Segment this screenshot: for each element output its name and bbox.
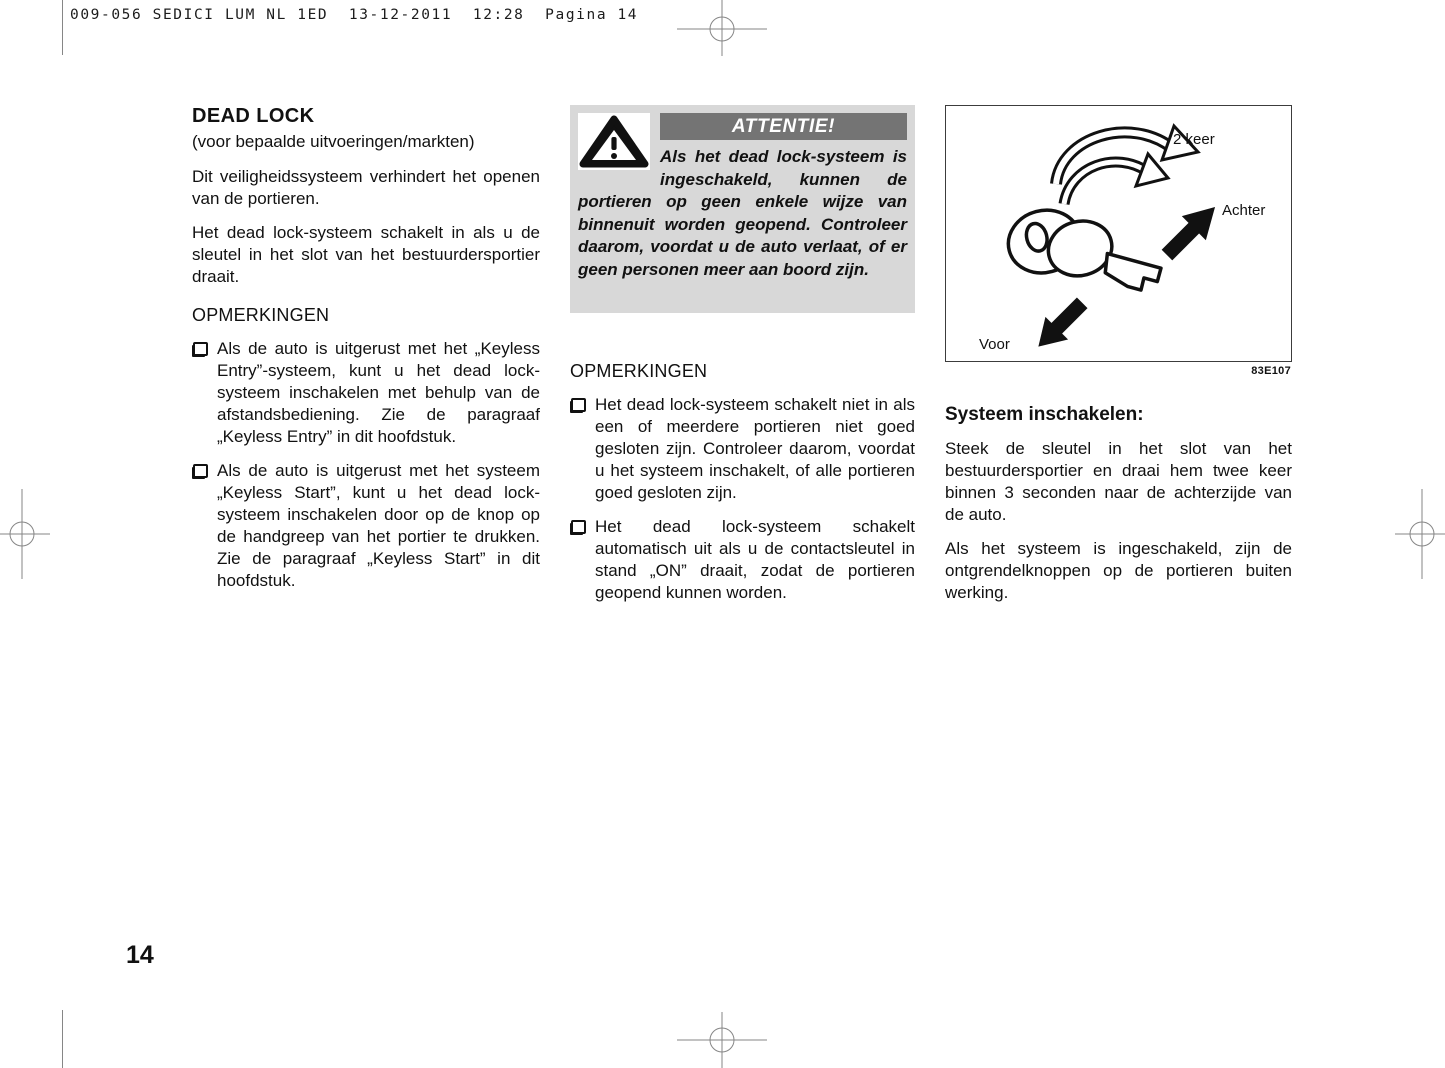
- list-item-text: Als de auto is uitgerust met het „Keyless Entry”-systeem, kunt u het dead lock-systeem inschakelen met behulp van de afstandsbediening. Zie de paragraaf „Keyless Entry” in dit hoofdstuk.: [217, 339, 540, 446]
- crosshair-left-middle-icon: [0, 489, 50, 579]
- notes-list: [570, 394, 915, 604]
- crosshair-right-middle-icon: [1395, 489, 1445, 579]
- key-illustration: [945, 105, 1292, 362]
- list-item-text: Het dead lock-systeem schakelt automatisch uit als u de contactsleutel in stand „ON” draait, zodat de portieren geopend kunnen worden.: [595, 517, 915, 602]
- notes-heading: OPMERKINGEN: [192, 305, 330, 325]
- figure-label-turns: 2 keer: [1173, 131, 1215, 148]
- crosshair-bottom-center-icon: [677, 1012, 767, 1068]
- note-bullet-icon: [193, 342, 208, 356]
- section-subtitle: (voor bepaalde uitvoeringen/markten): [192, 132, 475, 151]
- sub-heading: Systeem inschakelen:: [945, 404, 1144, 425]
- note-bullet-icon: [193, 464, 208, 478]
- notes-list: [192, 338, 540, 592]
- crop-mark-top-left: [62, 0, 63, 55]
- warning-title: ATTENTIE!: [660, 113, 907, 140]
- paragraph: Het dead lock-systeem schakelt in als u de sleutel in het slot van het bestuurdersportier draait.: [192, 223, 540, 286]
- paragraph: Als het systeem is ingeschakeld, zijn de ontgrendelknoppen op de portieren buiten werking.: [945, 539, 1292, 602]
- section-title: DEAD LOCK: [192, 105, 315, 127]
- crop-mark-bottom-left: [62, 1010, 63, 1068]
- front-arrow-icon: [1027, 291, 1093, 357]
- warning-triangle-icon: [578, 113, 650, 170]
- print-header: 009-056 SEDICI LUM NL 1ED 13-12-2011 12:28 Pagina 14: [70, 7, 639, 23]
- figure-label-rear: Achter: [1222, 202, 1266, 219]
- list-item: [192, 460, 540, 592]
- column-right: [945, 105, 1292, 616]
- paragraph: Steek de sleutel in het slot van het bestuurdersportier en draai hem twee keer binnen 3 seconden naar de achterzijde van de auto.: [945, 439, 1292, 524]
- note-bullet-icon: [571, 398, 586, 412]
- notes-heading: OPMERKINGEN: [570, 361, 708, 381]
- list-item-text: Het dead lock-systeem schakelt niet in als een of meerdere portieren niet goed gesloten zijn. Controleer daarom, voordat u het systeem inschakelt, of alle portieren goed gesloten zijn.: [595, 395, 915, 502]
- crosshair-top-center-icon: [677, 0, 767, 56]
- column-middle: [570, 105, 915, 616]
- list-item-text: Als de auto is uitgerust met het systeem „Keyless Start”, kunt u het dead lock-systeem inschakelen door op de knop op de handgreep van het portier te drukken. Zie de paragraaf „Keyless Start” in dit hoofdstuk.: [217, 461, 540, 590]
- list-item: [570, 394, 915, 504]
- list-item: [570, 516, 915, 604]
- note-bullet-icon: [571, 520, 586, 534]
- list-item: [192, 338, 540, 448]
- figure-code: 83E107: [1251, 365, 1291, 377]
- paragraph: Dit veiligheidssysteem verhindert het openen van de portieren.: [192, 167, 540, 208]
- rear-arrow-icon: [1155, 195, 1227, 267]
- warning-box: [570, 105, 915, 313]
- figure-label-front: Voor: [979, 336, 1010, 353]
- page-number: 14: [126, 941, 154, 969]
- warning-body: Als het dead lock-systeem is ingeschakeld, kunnen de portieren op geen enkele wijze van binnenuit worden geopend. Controleer daarom, voordat u de auto verlaat, of er geen personen meer aan boord zijn.: [578, 147, 907, 279]
- column-left: [192, 105, 540, 604]
